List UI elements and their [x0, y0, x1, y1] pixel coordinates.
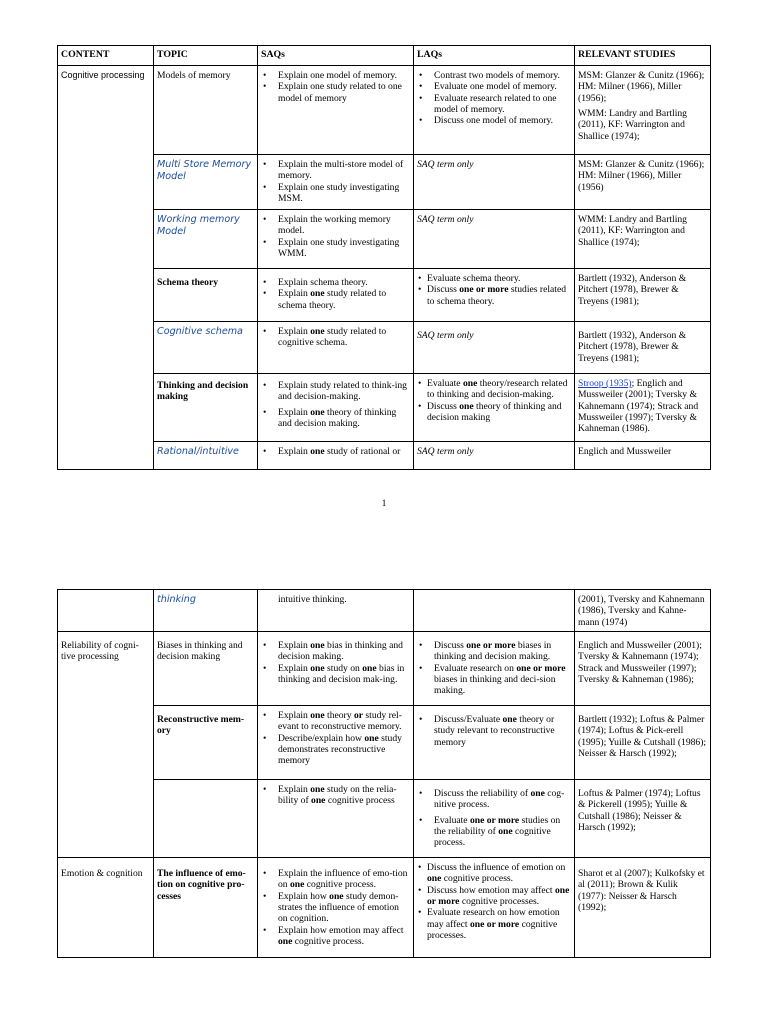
- topic-cell: [154, 632, 258, 706]
- studies-text: MSM: Glanzer & Cunitz (1966); HM: Milner (1966), Miller (1956): [578, 159, 705, 193]
- header-relevant-studies: RELEVANT STUDIES: [575, 46, 711, 66]
- saq-cell: [258, 322, 414, 374]
- studies-text: (2001), Tversky and Kahnemann (1986), Tversky and Kahne-mann (1974): [578, 594, 705, 628]
- laq-item: • Discuss one theory of thinking and decision making: [427, 401, 571, 424]
- laq-cell: [414, 780, 575, 858]
- saq-item: • Explain how emotion may affect one cognitive process.: [278, 925, 410, 948]
- studies-cell: [575, 632, 711, 706]
- table-row: [58, 442, 711, 470]
- topic-label-link[interactable]: Working memory Model: [157, 214, 240, 238]
- studies-cell: [575, 706, 711, 780]
- studies-text: Bartlett (1932); Loftus & Palmer (1974); Loftus & Pick-erell (1995); Yuille & Cutshall (1986); Neisser & Harsch (1992);: [578, 714, 707, 759]
- topic-cell: [154, 442, 258, 470]
- saq-item: • Explain the influence of emo-tion on one cognitive process.: [278, 868, 410, 891]
- saq-cell: [258, 66, 414, 155]
- laq-cell: [414, 155, 575, 210]
- table-row: [58, 858, 711, 958]
- table-row: [58, 322, 711, 374]
- saq-item: • Explain one theory or study rel-evant to reconstructive memory.: [278, 710, 410, 733]
- content-label: Reliability of cogni-tive processing: [61, 640, 139, 663]
- studies-cell: [575, 322, 711, 374]
- laq-item: • Evaluate one model of memory.: [434, 81, 571, 92]
- topic-label-link[interactable]: Cognitive schema: [157, 326, 243, 337]
- studies-cell: [575, 374, 711, 442]
- header-laqs: LAQs: [414, 46, 575, 66]
- saq-item: • Explain the working memory model.: [278, 214, 410, 237]
- saq-cell: [258, 858, 414, 958]
- saq-item: • Explain one study on the relia-bility of one cognitive process: [278, 784, 410, 807]
- header-topic: TOPIC: [154, 46, 258, 66]
- studies-cell: [575, 66, 711, 155]
- saq-cell: [258, 590, 414, 632]
- studies-text: Sharot et al (2007); Kulkofsky et al (2011); Brown & Kulik (1977): Neisser & Harsch (1992);: [578, 868, 705, 913]
- topic-label: Reconstructive mem-ory: [157, 714, 245, 737]
- saq-item: • Explain the multi-store model of memory.: [278, 159, 410, 182]
- studies-text: Bartlett (1932), Anderson & Pitchert (1978), Brewer & Treyens (1981);: [578, 273, 687, 307]
- studies-cell: [575, 590, 711, 632]
- topic-cell: [154, 706, 258, 780]
- laq-item: • Discuss how emotion may affect one or more cognitive processes.: [427, 885, 571, 908]
- studies-text: WMM: Landry and Bartling (2011), KF: Warrington and Shallice (1974);: [578, 107, 687, 142]
- saq-cell: [258, 269, 414, 322]
- laq-item: • Evaluate schema theory.: [427, 273, 571, 284]
- laq-item: • Evaluate one theory/research related to thinking and decision-making.: [427, 378, 571, 401]
- header-row: [58, 46, 711, 66]
- saq-item: • Explain one bias in thinking and decision making.: [278, 640, 410, 663]
- study-link[interactable]: Stroop (1935): [578, 378, 632, 389]
- saq-item: • Explain one study on one bias in thinking and decision mak-ing.: [278, 663, 410, 686]
- topic-cell: [154, 780, 258, 858]
- studies-cell: [575, 780, 711, 858]
- content-cell-reliability: [58, 632, 154, 858]
- topic-cell: [154, 66, 258, 155]
- topic-cell: [154, 590, 258, 632]
- table-row: [58, 269, 711, 322]
- laq-item: • Evaluate one or more studies on the reliability of one cognitive process.: [434, 815, 571, 849]
- table-row: [58, 706, 711, 780]
- saq-only-note: SAQ term only: [417, 330, 474, 341]
- table-row: [58, 374, 711, 442]
- topic-label-link[interactable]: Rational/intuitive: [157, 446, 239, 457]
- laq-cell: [414, 442, 575, 470]
- curriculum-table-page-2: [57, 589, 711, 958]
- table-row: [58, 590, 711, 632]
- studies-cell: [575, 442, 711, 470]
- topic-cell: [154, 269, 258, 322]
- studies-cell: [575, 155, 711, 210]
- content-label: Emotion & cognition: [61, 868, 143, 879]
- topic-label: Schema theory: [157, 277, 219, 288]
- content-cell: [58, 590, 154, 632]
- topic-label: Models of memory: [157, 70, 231, 81]
- laq-item: • Evaluate research on how emotion may affect one or more cognitive processes.: [427, 907, 571, 941]
- saq-item: • Explain schema theory.: [278, 277, 410, 288]
- content-label: Cognitive processing: [61, 70, 145, 80]
- table-row: [58, 632, 711, 706]
- laq-item: • Discuss one or more studies related to schema theory.: [427, 284, 571, 307]
- saq-item: • Explain one study of rational or: [278, 446, 410, 457]
- saq-cell: [258, 374, 414, 442]
- saq-cell: [258, 780, 414, 858]
- saq-item: • Explain study related to think-ing and decision-making.: [278, 380, 410, 403]
- saq-item: • Explain one theory of thinking and decision making.: [278, 407, 410, 430]
- table-row: [58, 210, 711, 269]
- studies-cell: [575, 858, 711, 958]
- saq-item: • Describe/explain how one study demonstrates reconstructive memory: [278, 733, 410, 767]
- saq-item: • Explain one study related to schema theory.: [278, 288, 410, 311]
- topic-cell: [154, 374, 258, 442]
- topic-cell: [154, 210, 258, 269]
- saq-item: • Explain one study investigating WMM.: [278, 237, 410, 260]
- table-row: [58, 155, 711, 210]
- laq-cell: [414, 269, 575, 322]
- content-cell-emotion: [58, 858, 154, 958]
- saq-continuation: intuitive thinking.: [278, 594, 347, 605]
- page-number: 1: [381, 498, 387, 509]
- studies-text: WMM: Landry and Bartling (2011), KF: Warrington and Shallice (1974);: [578, 214, 687, 248]
- studies-text: Loftus & Palmer (1974); Loftus & Pickerell (1995); Yuille & Cutshall (1986); Neisser & Harsch (1992);: [578, 788, 701, 833]
- laq-item: • Evaluate research related to one model of memory.: [434, 93, 571, 116]
- saq-cell: [258, 706, 414, 780]
- saq-item: • Explain how one study demon-strates the influence of emotion on cognition.: [278, 891, 410, 925]
- laq-item: • Discuss the reliability of one cog-nitive process.: [434, 788, 571, 811]
- topic-label-link[interactable]: Multi Store Memory Model: [157, 159, 252, 183]
- saq-only-note: SAQ term only: [417, 446, 474, 457]
- studies-cell: [575, 210, 711, 269]
- laq-cell: [414, 632, 575, 706]
- curriculum-table-page-1: [57, 45, 711, 470]
- laq-item: • Evaluate research on one or more biases in thinking and deci-sion making.: [434, 663, 571, 697]
- laq-item: • Discuss one or more biases in thinking and decision making.: [434, 640, 571, 663]
- studies-text: Stroop (1935); Englich and Mussweiler (2001); Tversky & Kahnemann (1974); Strack and Mussweiler (1997); Tversky & Kahneman (1986).: [578, 378, 699, 435]
- saq-cell: [258, 210, 414, 269]
- saq-cell: [258, 632, 414, 706]
- saq-item: • Explain one study investigating MSM.: [278, 182, 410, 205]
- studies-text: Bartlett (1932), Anderson & Pitchert (1978), Brewer & Treyens (1981);: [578, 330, 687, 364]
- studies-text: Englich and Mussweiler: [578, 446, 672, 457]
- table-row: [58, 66, 711, 155]
- topic-cell: [154, 858, 258, 958]
- studies-text: MSM: Glanzer & Cunitz (1966); HM: Milner (1966), Miller (1956);: [578, 70, 705, 104]
- saq-only-note: SAQ term only: [417, 214, 474, 225]
- topic-label: Thinking and decision making: [157, 380, 249, 403]
- header-saqs: SAQs: [258, 46, 414, 66]
- saq-only-note: SAQ term only: [417, 159, 474, 170]
- saq-item: • Explain one study related to one model of memory: [278, 81, 410, 104]
- saq-item: • Explain one study related to cognitive schema.: [278, 326, 410, 349]
- laq-item: • Discuss the influence of emotion on one cognitive process.: [427, 862, 571, 885]
- laq-item: • Discuss/Evaluate one theory or study relevant to reconstructive memory: [434, 714, 571, 748]
- saq-item: • Explain one model of memory.: [278, 70, 410, 81]
- studies-text: Englich and Mussweiler (2001); Tversky & Kahnemann (1974); Strack and Mussweiler (1997); Tversky & Kahneman (1986);: [578, 640, 702, 685]
- topic-cell: [154, 155, 258, 210]
- studies-cell: [575, 269, 711, 322]
- laq-cell: [414, 590, 575, 632]
- saq-cell: [258, 442, 414, 470]
- topic-label: The influence of emo-tion on cognitive pro-cesses: [157, 868, 246, 902]
- topic-label-link[interactable]: thinking: [157, 594, 196, 605]
- topic-label: Biases in thinking and decision making: [157, 640, 243, 663]
- table-row: [58, 780, 711, 858]
- laq-cell: [414, 374, 575, 442]
- laq-item: • Discuss one model of memory.: [434, 115, 571, 126]
- laq-cell: [414, 66, 575, 155]
- laq-item: • Contrast two models of memory.: [434, 70, 571, 81]
- header-content: CONTENT: [58, 46, 154, 66]
- laq-cell: [414, 322, 575, 374]
- laq-cell: [414, 706, 575, 780]
- content-cell-cognitive-processing: [58, 66, 154, 470]
- topic-cell: [154, 322, 258, 374]
- laq-cell: [414, 858, 575, 958]
- saq-cell: [258, 155, 414, 210]
- laq-cell: [414, 210, 575, 269]
